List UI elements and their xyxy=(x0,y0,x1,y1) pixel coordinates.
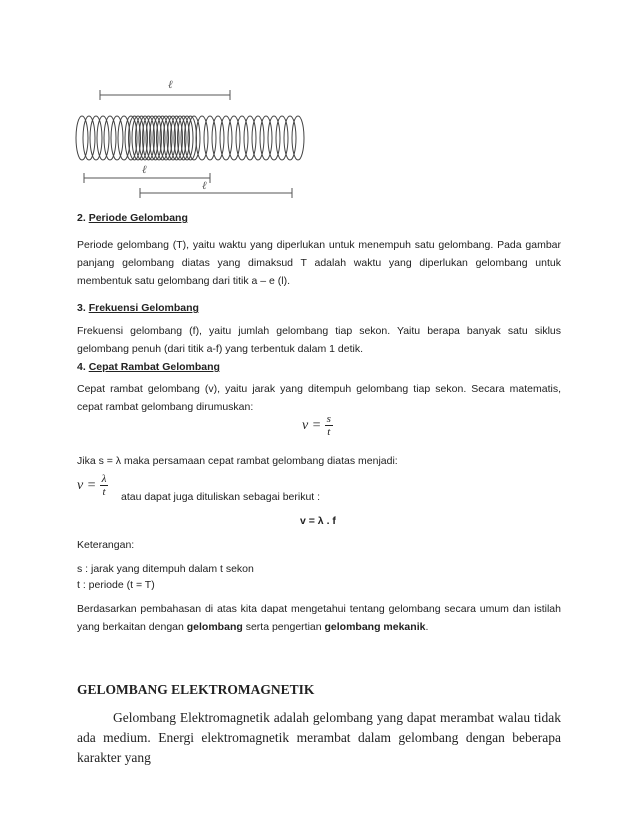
spring-coil xyxy=(83,116,95,160)
em-body: Gelombang Elektromagnetik adalah gelombang yang dapat merambat walau tidak ada medium. Energi elektromagnetik merambat dalam gelombang dengan beberapa karakter yang xyxy=(77,710,561,765)
top-length-label: ℓ xyxy=(168,78,173,91)
keterangan-s: s : jarak yang ditempuh dalam t sekon xyxy=(77,563,254,575)
spring-coil xyxy=(76,116,88,160)
formula2-numerator: λ xyxy=(101,473,107,485)
alt-formula-text: atau dapat juga dituliskan sebagai berikut : xyxy=(121,491,321,503)
section-4-title: Cepat Rambat Gelombang xyxy=(88,361,220,373)
keterangan-label: Keterangan: xyxy=(77,539,135,551)
section-3-heading: 3. Frekuensi Gelombang xyxy=(77,302,199,314)
spring-coil xyxy=(292,116,304,160)
summary-bold-gelombang-mekanik: gelombang mekanik xyxy=(324,621,426,633)
formula2-denominator: t xyxy=(102,486,106,498)
section-3-body: Frekuensi gelombang (f), yaitu jumlah gelombang tiap sekon. Yaitu berapa banyak satu siklus gelombang penuh (dari titik a-f) yang terbentuk dalam 1 detik. xyxy=(77,325,561,355)
summary-paragraph: Berdasarkan pembahasan di atas kita dapat mengetahui tentang gelombang secara umum dan istilah yang berkaitan dengan gelombang serta pengertian gelombang mekanik. xyxy=(77,603,561,633)
spring-coil xyxy=(111,116,123,160)
jika-text: Jika s = λ maka persamaan cepat rambat gelombang diatas menjadi: xyxy=(77,455,398,467)
keterangan-t: t : periode (t = T) xyxy=(77,579,155,591)
formula-v-lambda-f: v = λ . f xyxy=(300,515,336,527)
section-2-body: Periode gelombang (T), yaitu waktu yang diperlukan untuk menempuh satu gelombang. Pada gambar panjang gelombang diatas yang dimaksud T adalah waktu yang diperlukan gelombang untuk membentuk satu gelombang dari titik a – e (l). xyxy=(77,239,561,287)
bottom-length-label-2: ℓ xyxy=(202,179,207,192)
summary-bold-gelombang: gelombang xyxy=(186,621,243,633)
section-2-title: Periode Gelombang xyxy=(88,212,188,224)
section-2-heading: 2. Periode Gelombang xyxy=(77,212,188,224)
section-4-heading: 4. Cepat Rambat Gelombang xyxy=(77,361,220,373)
spring-wave-figure xyxy=(70,75,310,205)
formula1-numerator: s xyxy=(326,413,331,425)
formula-velocity-wavelength: v = $\frac{\lambda}{t}$ xyxy=(77,473,107,498)
spring-coil xyxy=(90,116,102,160)
section-4-body: Cepat rambat gelombang (v), yaitu jarak yang ditempuh gelombang tiap sekon. Secara matematis, cepat rambat gelombang dirumuskan: xyxy=(77,383,561,413)
formula1-denominator: t xyxy=(327,426,331,438)
spring-coils xyxy=(76,116,304,160)
bottom-length-label-1: ℓ xyxy=(142,163,147,176)
em-heading: GELOMBANG ELEKTROMAGNETIK xyxy=(77,682,315,697)
section-3-title: Frekuensi Gelombang xyxy=(88,302,199,314)
formula-velocity-distance: v = $\frac{s}{t}$ xyxy=(302,413,331,438)
spring-coil xyxy=(104,116,116,160)
spring-coil xyxy=(97,116,109,160)
